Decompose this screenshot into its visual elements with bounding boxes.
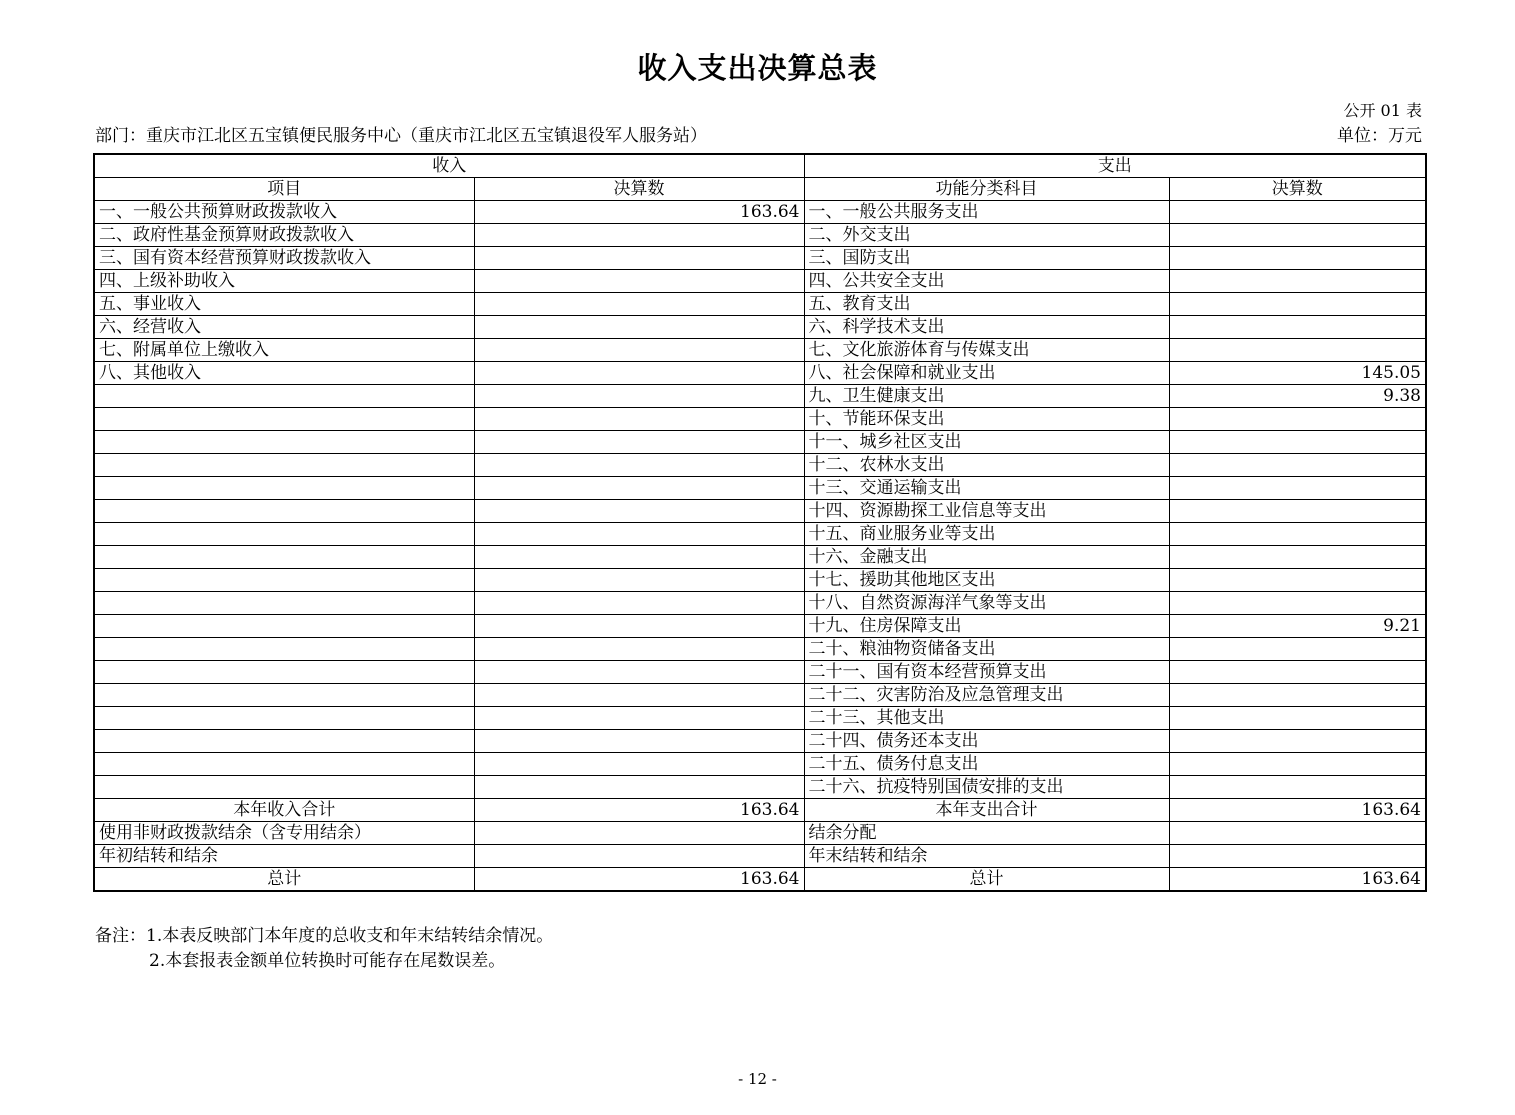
expenditure-item-cell: 二十五、债务付息支出 [804, 753, 1169, 776]
table-row [94, 293, 1426, 316]
table-row [94, 431, 1426, 454]
table-row [94, 500, 1426, 523]
expenditure-amount-column-header: 决算数 [1169, 178, 1426, 201]
income-amount-cell [474, 523, 804, 546]
income-amount-cell [474, 822, 804, 845]
income-amount-cell: 163.64 [474, 799, 804, 822]
expenditure-item-column-header: 功能分类科目 [804, 178, 1169, 201]
income-amount-cell [474, 247, 804, 270]
expenditure-amount-cell [1169, 753, 1426, 776]
expenditure-amount-cell [1169, 707, 1426, 730]
table-row [94, 546, 1426, 569]
table-row [94, 707, 1426, 730]
page-number: - 12 - [738, 1070, 777, 1088]
expenditure-item-cell: 十三、交通运输支出 [804, 477, 1169, 500]
income-item-cell: 八、其他收入 [94, 362, 474, 385]
income-amount-cell [474, 661, 804, 684]
table-code: 公开 01 表 [1343, 101, 1422, 120]
expenditure-amount-cell: 145.05 [1169, 362, 1426, 385]
income-item-cell [94, 615, 474, 638]
income-amount-cell [474, 385, 804, 408]
meta-line [95, 126, 1422, 146]
income-item-cell [94, 730, 474, 753]
table-body [94, 201, 1426, 892]
expenditure-amount-cell [1169, 454, 1426, 477]
income-item-cell [94, 454, 474, 477]
summary-table [93, 153, 1427, 892]
expenditure-item-cell: 十七、援助其他地区支出 [804, 569, 1169, 592]
expenditure-item-cell: 二十二、灾害防治及应急管理支出 [804, 684, 1169, 707]
table-row [94, 523, 1426, 546]
income-item-cell [94, 431, 474, 454]
table-row [94, 776, 1426, 799]
income-item-cell [94, 638, 474, 661]
expenditure-item-cell: 三、国防支出 [804, 247, 1169, 270]
expenditure-item-cell: 十九、住房保障支出 [804, 615, 1169, 638]
expenditure-item-cell: 二十一、国有资本经营预算支出 [804, 661, 1169, 684]
income-item-cell [94, 385, 474, 408]
expenditure-amount-cell [1169, 546, 1426, 569]
income-item-cell [94, 707, 474, 730]
expenditure-amount-cell [1169, 247, 1426, 270]
table-row [94, 661, 1426, 684]
expenditure-item-cell: 十一、城乡社区支出 [804, 431, 1169, 454]
income-item-cell: 总计 [94, 868, 474, 892]
note-line-2: 2.本套报表金额单位转换时可能存在尾数误差。 [149, 951, 506, 971]
expenditure-amount-cell [1169, 500, 1426, 523]
table-row [94, 362, 1426, 385]
income-item-cell [94, 546, 474, 569]
column-header-row [94, 178, 1426, 201]
expenditure-item-cell: 八、社会保障和就业支出 [804, 362, 1169, 385]
department-label: 部门：重庆市江北区五宝镇便民服务中心（重庆市江北区五宝镇退役军人服务站） [95, 126, 707, 146]
expenditure-item-cell: 二十、粮油物资储备支出 [804, 638, 1169, 661]
income-item-cell [94, 592, 474, 615]
expenditure-item-cell: 一、一般公共服务支出 [804, 201, 1169, 224]
expenditure-item-cell: 年末结转和结余 [804, 845, 1169, 868]
expenditure-item-cell: 五、教育支出 [804, 293, 1169, 316]
expenditure-amount-cell [1169, 316, 1426, 339]
table-row [94, 201, 1426, 224]
table-row [94, 822, 1426, 845]
expenditure-amount-cell [1169, 569, 1426, 592]
expenditure-item-cell: 七、文化旅游体育与传媒支出 [804, 339, 1169, 362]
income-amount-cell [474, 730, 804, 753]
income-item-cell: 本年收入合计 [94, 799, 474, 822]
income-amount-cell [474, 270, 804, 293]
income-section-header: 收入 [94, 154, 804, 178]
table-row [94, 270, 1426, 293]
income-amount-cell [474, 569, 804, 592]
expenditure-item-cell: 十、节能环保支出 [804, 408, 1169, 431]
expenditure-amount-cell [1169, 293, 1426, 316]
income-amount-cell [474, 845, 804, 868]
income-amount-column-header: 决算数 [474, 178, 804, 201]
expenditure-item-cell: 二十四、债务还本支出 [804, 730, 1169, 753]
expenditure-amount-cell: 163.64 [1169, 868, 1426, 892]
income-amount-cell [474, 316, 804, 339]
note-line-1: 备注：1.本表反映部门本年度的总收支和年末结转结余情况。 [95, 926, 554, 946]
income-item-cell [94, 753, 474, 776]
income-amount-cell [474, 477, 804, 500]
expenditure-amount-cell [1169, 408, 1426, 431]
income-item-cell: 一、一般公共预算财政拨款收入 [94, 201, 474, 224]
expenditure-amount-cell: 9.38 [1169, 385, 1426, 408]
table-row [94, 684, 1426, 707]
income-amount-cell [474, 546, 804, 569]
table-row [94, 454, 1426, 477]
expenditure-item-cell: 十六、金融支出 [804, 546, 1169, 569]
income-item-cell: 使用非财政拨款结余（含专用结余） [94, 822, 474, 845]
income-amount-cell [474, 454, 804, 477]
table-row [94, 408, 1426, 431]
expenditure-amount-cell [1169, 845, 1426, 868]
expenditure-item-cell: 结余分配 [804, 822, 1169, 845]
table-row [94, 753, 1426, 776]
table-row [94, 477, 1426, 500]
income-item-cell [94, 477, 474, 500]
expenditure-amount-cell [1169, 730, 1426, 753]
income-amount-cell [474, 408, 804, 431]
expenditure-item-cell: 十四、资源勘探工业信息等支出 [804, 500, 1169, 523]
table-row [94, 845, 1426, 868]
income-amount-cell [474, 638, 804, 661]
expenditure-amount-cell [1169, 523, 1426, 546]
table-row [94, 799, 1426, 822]
expenditure-item-cell: 十八、自然资源海洋气象等支出 [804, 592, 1169, 615]
income-amount-cell: 163.64 [474, 201, 804, 224]
expenditure-amount-cell [1169, 224, 1426, 247]
income-amount-cell [474, 293, 804, 316]
expenditure-amount-cell [1169, 822, 1426, 845]
income-amount-cell [474, 500, 804, 523]
income-amount-cell [474, 776, 804, 799]
expenditure-amount-cell [1169, 339, 1426, 362]
expenditure-item-cell: 四、公共安全支出 [804, 270, 1169, 293]
income-item-cell: 五、事业收入 [94, 293, 474, 316]
expenditure-amount-cell [1169, 270, 1426, 293]
income-item-cell: 二、政府性基金预算财政拨款收入 [94, 224, 474, 247]
income-amount-cell [474, 224, 804, 247]
notes [95, 924, 1515, 974]
table-row [94, 224, 1426, 247]
expenditure-item-cell: 六、科学技术支出 [804, 316, 1169, 339]
table-row [94, 385, 1426, 408]
income-item-column-header: 项目 [94, 178, 474, 201]
income-amount-cell [474, 684, 804, 707]
unit-label: 单位：万元 [1337, 126, 1422, 146]
table-row [94, 247, 1426, 270]
income-item-cell [94, 569, 474, 592]
income-item-cell: 四、上级补助收入 [94, 270, 474, 293]
expenditure-item-cell: 二十六、抗疫特别国债安排的支出 [804, 776, 1169, 799]
expenditure-amount-cell [1169, 592, 1426, 615]
table-row [94, 730, 1426, 753]
table-row [94, 339, 1426, 362]
expenditure-item-cell: 九、卫生健康支出 [804, 385, 1169, 408]
expenditure-amount-cell [1169, 638, 1426, 661]
expenditure-item-cell: 十五、商业服务业等支出 [804, 523, 1169, 546]
income-amount-cell [474, 431, 804, 454]
expenditure-item-cell: 二、外交支出 [804, 224, 1169, 247]
income-item-cell: 六、经营收入 [94, 316, 474, 339]
income-item-cell [94, 776, 474, 799]
expenditure-amount-cell [1169, 684, 1426, 707]
table-row [94, 615, 1426, 638]
income-item-cell [94, 408, 474, 431]
expenditure-item-cell: 总计 [804, 868, 1169, 892]
income-amount-cell [474, 592, 804, 615]
income-item-cell [94, 523, 474, 546]
income-item-cell [94, 661, 474, 684]
expenditure-item-cell: 二十三、其他支出 [804, 707, 1169, 730]
income-amount-cell: 163.64 [474, 868, 804, 892]
table-row [94, 316, 1426, 339]
section-header-row [94, 154, 1426, 178]
table-row [94, 868, 1426, 892]
table-row [94, 638, 1426, 661]
expenditure-item-cell: 本年支出合计 [804, 799, 1169, 822]
income-amount-cell [474, 339, 804, 362]
table-row [94, 592, 1426, 615]
income-item-cell [94, 684, 474, 707]
expenditure-amount-cell [1169, 431, 1426, 454]
expenditure-item-cell: 十二、农林水支出 [804, 454, 1169, 477]
page-title: 收入支出决算总表 [637, 51, 878, 85]
income-item-cell: 七、附属单位上缴收入 [94, 339, 474, 362]
income-item-cell: 年初结转和结余 [94, 845, 474, 868]
income-amount-cell [474, 615, 804, 638]
table-row [94, 569, 1426, 592]
expenditure-amount-cell: 9.21 [1169, 615, 1426, 638]
expenditure-amount-cell [1169, 776, 1426, 799]
expenditure-section-header: 支出 [804, 154, 1426, 178]
income-amount-cell [474, 707, 804, 730]
expenditure-amount-cell [1169, 477, 1426, 500]
expenditure-amount-cell: 163.64 [1169, 799, 1426, 822]
expenditure-amount-cell [1169, 201, 1426, 224]
income-item-cell [94, 500, 474, 523]
expenditure-amount-cell [1169, 661, 1426, 684]
income-item-cell: 三、国有资本经营预算财政拨款收入 [94, 247, 474, 270]
income-amount-cell [474, 753, 804, 776]
income-amount-cell [474, 362, 804, 385]
